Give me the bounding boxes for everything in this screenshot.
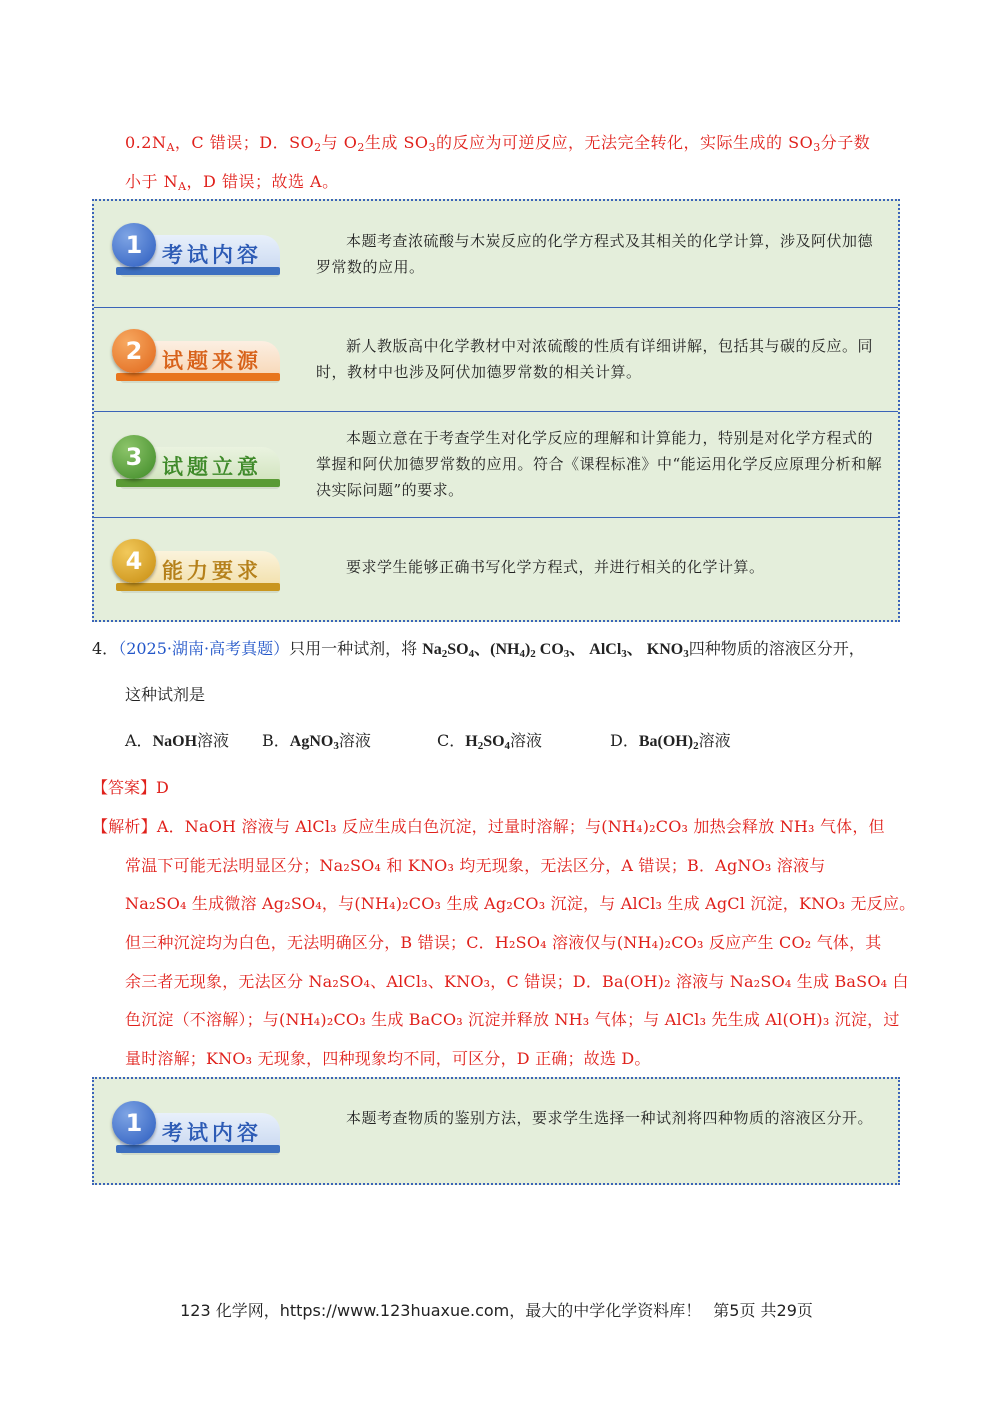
question-stem: 4．（2025·湖南·高考真题）只用一种试剂，将 $Na_2SO_4$、$(NH_4)_2$ $CO_3$、 AlCl$_3$、 $KNO_3$四种物质的溶液区分开， bbox=[92, 639, 865, 660]
badge-label: 试题立意 bbox=[162, 455, 262, 479]
row-text: 本题立意在于考查学生对化学反应的理解和计算能力，特别是对化学方程式的掌握和阿伏加德罗常数的应用。符合《课程标准》中“能运用化学反应原理分析和解决实际问题”的要求。 bbox=[316, 429, 883, 499]
row-text: 要求学生能够正确书写化学方程式，并进行相关的化学计算。 bbox=[346, 558, 765, 576]
question-stem-cont: 这种试剂是 bbox=[125, 685, 206, 704]
number-badge-icon: 3 bbox=[112, 435, 156, 479]
option-c[interactable]: C．$H_2SO_4$溶液 bbox=[437, 731, 543, 752]
badge-source bbox=[112, 325, 282, 391]
page-footer bbox=[0, 1298, 993, 1321]
analysis-row-source bbox=[94, 307, 898, 412]
answer-line bbox=[92, 775, 169, 798]
analysis-row-ability bbox=[94, 517, 898, 621]
explanation-line-2: 小于 $N_A$，D 错误；故选 A。 bbox=[125, 172, 339, 193]
analysis-line-5: 余三者无现象，无法区分 Na₂SO₄、AlCl₃、KNO₃，C 错误；D．Ba(OH)₂ 溶液与 Na₂SO₄ 生成 BaSO₄ 白 bbox=[125, 972, 909, 991]
badge-label: 能力要求 bbox=[162, 559, 262, 583]
analysis-line-2: 常温下可能无法明显区分；Na₂SO₄ 和 KNO₃ 均无现象，无法区分，A 错误；B．AgNO₃ 溶液与 bbox=[125, 856, 826, 875]
question-source: （2025·湖南·高考真题） bbox=[118, 639, 290, 658]
number-badge-icon: 4 bbox=[112, 539, 156, 583]
option-d[interactable]: D．$Ba(OH)_2$溶液 bbox=[610, 731, 731, 752]
number-badge-icon: 2 bbox=[112, 329, 156, 373]
analysis-line-7: 量时溶解；KNO₃ 无现象，四种现象均不同，可区分，D 正确；故选 D。 bbox=[125, 1049, 651, 1068]
footer-page-number: 第5页 共29页 bbox=[713, 1301, 813, 1320]
analysis-row-exam-content bbox=[94, 1079, 898, 1183]
badge-label: 考试内容 bbox=[162, 243, 262, 267]
badge-label: 试题来源 bbox=[162, 349, 262, 373]
analysis-row-exam-content bbox=[94, 201, 898, 308]
badge-exam-content bbox=[112, 1097, 282, 1163]
analysis-box bbox=[92, 199, 900, 622]
number-badge-icon: 1 bbox=[112, 223, 156, 267]
number-badge-icon: 1 bbox=[112, 1101, 156, 1145]
row-text: 新人教版高中化学教材中对浓硫酸的性质有详细讲解，包括其与碳的反应。同时，教材中也涉及阿伏加德罗常数的相关计算。 bbox=[316, 337, 874, 381]
chemical-list: $Na_2SO_4$、$(NH_4)_2$ $CO_3$、 AlCl$_3$、 $KNO_3$ bbox=[422, 641, 689, 660]
analysis-line-6: 色沉淀（不溶解）；与(NH₄)₂CO₃ 生成 BaCO₃ 沉淀并释放 NH₃ 气体；与 AlCl₃ 先生成 Al(OH)₃ 沉淀，过 bbox=[125, 1010, 900, 1029]
option-b[interactable]: B．AgNO$_3$溶液 bbox=[262, 731, 371, 752]
analysis-row-intent bbox=[94, 411, 898, 518]
answer-label: 【答案】 bbox=[92, 778, 157, 797]
option-a[interactable]: A．NaOH溶液 bbox=[125, 731, 230, 750]
footer-site: 123 化学网，https://www.123huaxue.com，最大的中学化学资料库！ bbox=[180, 1301, 702, 1320]
analysis-box-2 bbox=[92, 1077, 900, 1185]
analysis-line-3: Na₂SO₄ 生成微溶 Ag₂SO₄，与(NH₄)₂CO₃ 生成 Ag₂CO₃ 沉淀，与 AlCl₃ 生成 AgCl 沉淀，KNO₃ 无反应。 bbox=[125, 894, 916, 913]
row-text: 本题考查物质的鉴别方法，要求学生选择一种试剂将四种物质的溶液区分开。 bbox=[346, 1109, 874, 1127]
analysis-line-1: 【解析】A．NaOH 溶液与 AlCl₃ 反应生成白色沉淀，过量时溶解；与(NH₄)₂CO₃ 加热会释放 NH₃ 气体，但 bbox=[92, 817, 885, 836]
badge-ability bbox=[112, 535, 282, 601]
badge-intent bbox=[112, 431, 282, 497]
analysis-line-4: 但三种沉淀均为白色，无法明确区分，B 错误；C．H₂SO₄ 溶液仅与(NH₄)₂CO₃ 反应产生 CO₂ 气体，其 bbox=[125, 933, 882, 952]
explanation-line-1: $0.2N_A$，C 错误；D．$SO_2$与 $O_2$生成 $SO_3$的反应为可逆反应，无法完全转化，实际生成的 $SO_3$分子数 bbox=[125, 133, 871, 154]
row-text: 本题考查浓硫酸与木炭反应的化学方程式及其相关的化学计算，涉及阿伏加德罗常数的应用。 bbox=[316, 232, 874, 276]
analysis-label: 【解析】 bbox=[92, 817, 157, 836]
badge-exam-content bbox=[112, 219, 282, 285]
badge-label: 考试内容 bbox=[162, 1121, 262, 1145]
answer-value: D bbox=[156, 778, 169, 797]
